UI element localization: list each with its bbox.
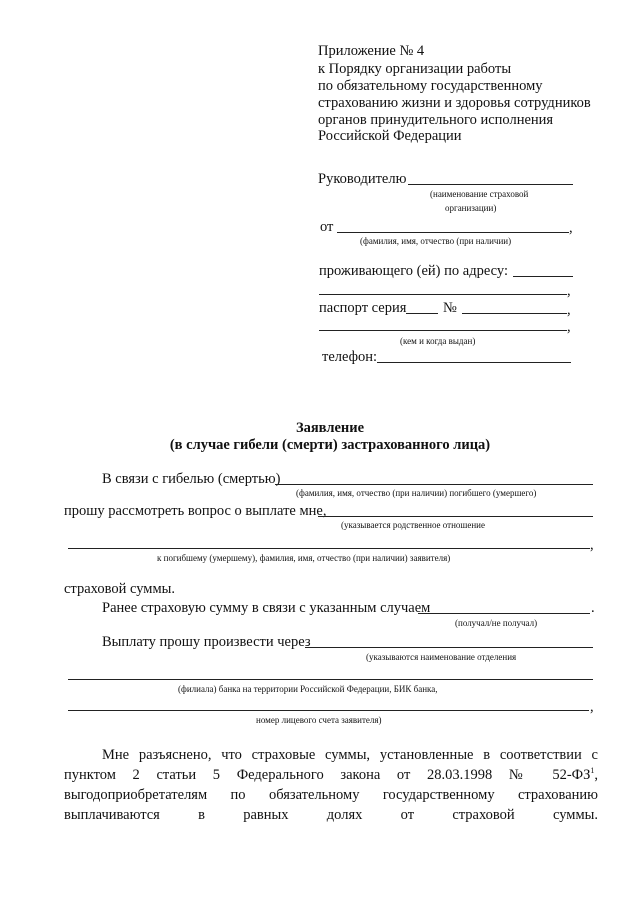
paragraph-text: Мне разъяснено, что страховые суммы, установленные в соответствии с пунктом 2 статьи 5 Федерального закона от 28.03.1998 № 52-ФЗ: [64, 747, 598, 783]
period: .: [591, 600, 595, 616]
statement-subtitle: (в случае гибели (смерти) застрахованного лица): [169, 437, 491, 453]
bank-branch-field[interactable]: [68, 679, 593, 680]
account-field[interactable]: [68, 710, 589, 711]
comma: ,: [567, 302, 571, 318]
comma: ,: [567, 283, 571, 299]
payment-label: Выплату прошу произвести через: [102, 634, 311, 650]
passport-number-sign: №: [443, 300, 457, 316]
appendix-title: Приложение № 4: [318, 43, 425, 59]
explanation-paragraph: [64, 745, 598, 825]
head-hint: организации): [445, 203, 497, 213]
appendix-line: органов принудительного исполнения: [318, 112, 554, 128]
appendix-line: страхованию жизни и здоровья сотрудников: [318, 95, 591, 111]
payment-hint: (указываются наименование отделения: [366, 652, 517, 662]
head-label: Руководителю: [318, 171, 407, 187]
passport-number-field[interactable]: [462, 313, 567, 314]
relation-field[interactable]: [318, 516, 593, 517]
comma: ,: [567, 319, 571, 335]
phone-field[interactable]: [377, 362, 571, 363]
paragraph-text: , выгодоприобретателям по обязательному государственному страхованию выплачиваются в равных долях от страховой суммы.: [64, 767, 598, 823]
earlier-hint: (получал/не получал): [455, 618, 538, 628]
footnote-mark: 1: [590, 766, 595, 776]
issued-by-field[interactable]: [319, 330, 567, 331]
comma: ,: [590, 537, 594, 553]
residing-label: проживающего (ей) по адресу:: [319, 263, 508, 279]
applicant-name-field[interactable]: [337, 232, 569, 233]
statement-title: Заявление: [295, 420, 365, 436]
address-field[interactable]: [513, 276, 573, 277]
issued-hint: (кем и когда выдан): [400, 336, 476, 346]
death-label: В связи с гибелью (смертью): [102, 471, 281, 487]
relation-hint-2: к погибшему (умершему), фамилия, имя, отчество (при наличии) заявителя): [157, 553, 451, 563]
earlier-label: Ранее страховую сумму в связи с указанным случаем: [102, 600, 431, 616]
head-hint: (наименование страховой: [430, 189, 529, 199]
appendix-line: к Порядку организации работы: [318, 61, 512, 77]
address-field-2[interactable]: [319, 294, 567, 295]
appendix-line: по обязательному государственному: [318, 78, 543, 94]
passport-label: паспорт серия: [319, 300, 407, 316]
sum-text: страховой суммы.: [64, 581, 175, 597]
branch-hint: (филиала) банка на территории Российской Федерации, БИК банка,: [178, 684, 438, 694]
head-name-field[interactable]: [408, 184, 573, 185]
from-hint: (фамилия, имя, отчество (при наличии): [360, 236, 512, 246]
bank-field[interactable]: [305, 647, 593, 648]
passport-series-field[interactable]: [406, 313, 438, 314]
applicant-relation-field[interactable]: [68, 548, 590, 549]
appendix-line: Российской Федерации: [318, 128, 462, 144]
deceased-name-field[interactable]: [275, 484, 593, 485]
comma: ,: [569, 220, 573, 236]
earlier-field[interactable]: [418, 613, 590, 614]
account-hint: номер лицевого счета заявителя): [256, 715, 382, 725]
death-hint: (фамилия, имя, отчество (при наличии) погибшего (умершего): [296, 488, 537, 498]
from-label: от: [320, 219, 334, 235]
relation-hint: (указывается родственное отношение: [341, 520, 485, 530]
request-label: прошу рассмотреть вопрос о выплате мне,: [64, 503, 327, 519]
comma: ,: [590, 699, 594, 715]
phone-label: телефон:: [322, 349, 378, 365]
